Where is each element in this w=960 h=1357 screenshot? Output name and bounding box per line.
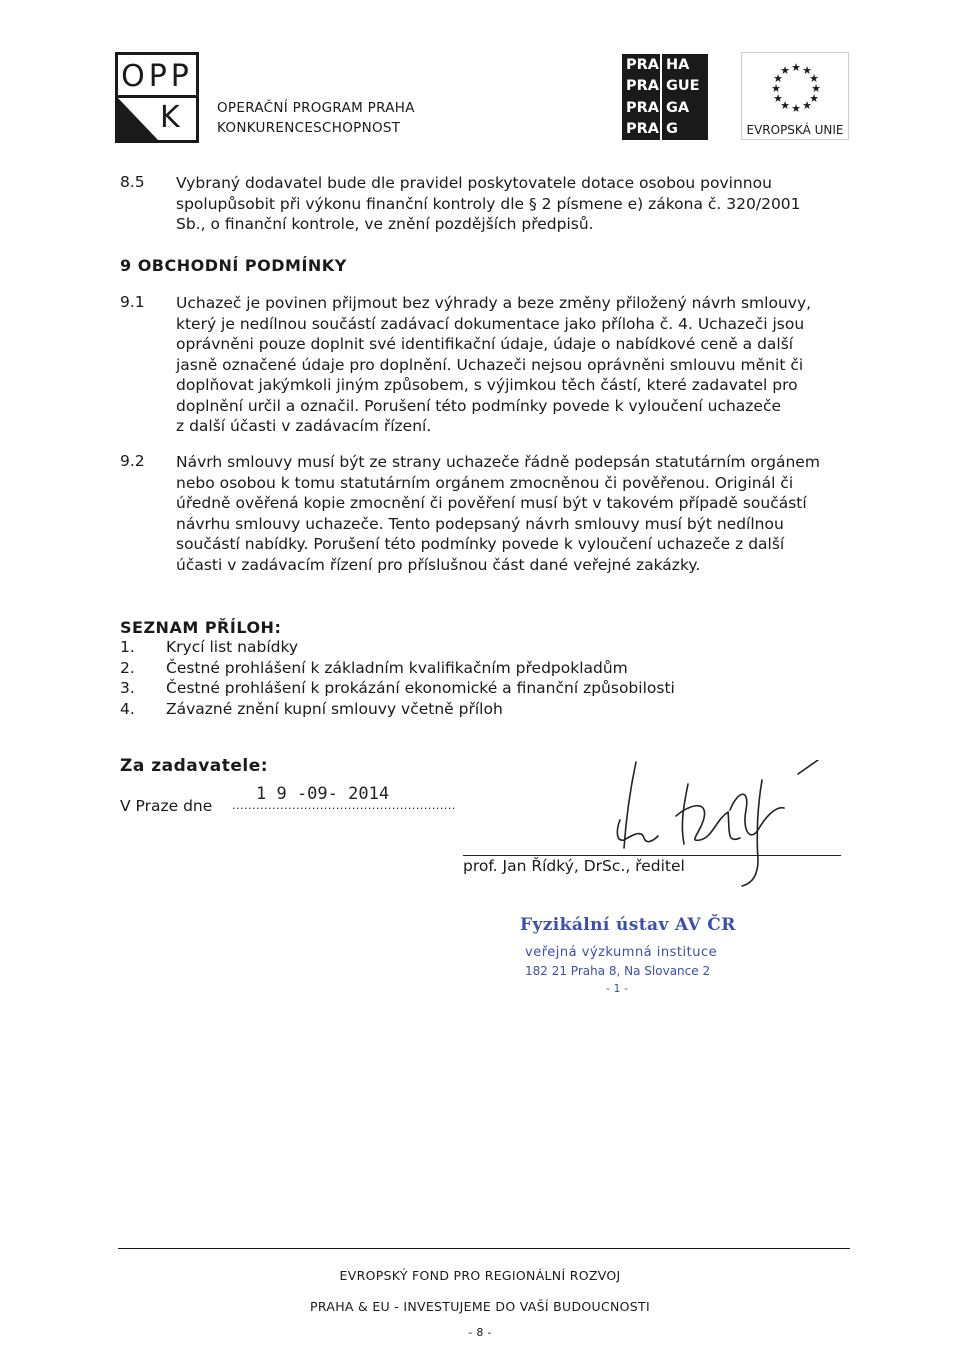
section-8-5-text bbox=[176, 173, 801, 235]
footer-line-1: EVROPSKÝ FOND PRO REGIONÁLNÍ ROZVOJ bbox=[339, 1268, 621, 1283]
text-line: úředně ověřená kopie zmocnění či pověření musí být v takovém případě součástí bbox=[176, 494, 807, 512]
text-line: Vybraný dodavatel bude dle pravidel poskytovatele dotace osobou povinnou bbox=[176, 174, 772, 192]
eu-label: EVROPSKÁ UNIE bbox=[746, 123, 844, 137]
signature-place: V Praze dne bbox=[120, 797, 213, 815]
footer-divider bbox=[118, 1248, 850, 1249]
list-item bbox=[120, 637, 675, 658]
praha-logo bbox=[622, 54, 708, 140]
text-line: oprávněni pouze doplnit své identifikační údaje, údaje o nabídkové ceně a další bbox=[176, 335, 794, 353]
stamp-subtitle: veřejná výzkumná instituce bbox=[525, 945, 718, 960]
text-line: návrhu smlouvy uchazeče. Tento podepsaný návrh smlouvy musí být nedílnou bbox=[176, 514, 784, 533]
praha-logo-cell: PRA bbox=[626, 78, 660, 95]
stamp-title: Fyzikální ústav AV ČR bbox=[520, 915, 736, 935]
opp-logo-letter: K bbox=[160, 100, 180, 135]
section-number: 8.5 bbox=[120, 173, 145, 191]
attachments-title: SEZNAM PŘÍLOH: bbox=[120, 618, 282, 637]
svg-text:★: ★ bbox=[809, 92, 819, 105]
list-text: Závazné znění kupní smlouvy včetně příloh bbox=[166, 699, 503, 718]
list-item bbox=[120, 678, 675, 699]
text-line: součástí nabídky. Porušení této podmínky povede k vyloučení uchazeče z další bbox=[176, 535, 785, 553]
list-text: Čestné prohlášení k základním kvalifikačním předpokladům bbox=[166, 658, 628, 677]
list-text: Krycí list nabídky bbox=[166, 638, 299, 656]
text-line: jasně označené údaje pro doplnění. Uchazeči nejsou oprávněni smlouvu měnit či bbox=[176, 355, 804, 374]
list-item bbox=[120, 658, 675, 679]
text-line: doplňovat jakýmkoli jiným způsobem, s výjimkou těch částí, které zadavatel pro bbox=[176, 376, 798, 394]
svg-text:★: ★ bbox=[802, 99, 812, 112]
praha-logo-cell: PRA bbox=[626, 99, 660, 116]
signatory-name: prof. Jan Řídký, DrSc., ředitel bbox=[463, 857, 685, 875]
section-9-2-text bbox=[176, 452, 820, 575]
list-text: Čestné prohlášení k prokázání ekonomické a finanční způsobilosti bbox=[166, 679, 675, 697]
list-number: 1. bbox=[120, 638, 135, 656]
svg-text:★: ★ bbox=[771, 82, 781, 95]
svg-text:★: ★ bbox=[780, 64, 790, 77]
section-9-1-text bbox=[176, 293, 811, 437]
opp-logo-text: OPP bbox=[121, 58, 193, 94]
text-line: spolupůsobit při výkonu finanční kontroly dle § 2 písmene e) zákona č. 320/2001 bbox=[176, 194, 801, 213]
signature-line bbox=[463, 855, 841, 856]
text-line: z další účasti v zadávacím řízení. bbox=[176, 417, 432, 435]
program-name-line1: OPERAČNÍ PROGRAM PRAHA bbox=[217, 100, 415, 116]
text-line: Uchazeč je povinen přijmout bez výhrady a beze změny přiložený návrh smlouvy, bbox=[176, 294, 812, 312]
praha-logo-cell: G bbox=[660, 119, 708, 141]
list-number: 2. bbox=[120, 658, 135, 677]
date-stamp: 1 9 -09- 2014 bbox=[256, 784, 390, 804]
stamp-page: - 1 - bbox=[606, 982, 628, 995]
program-name-line2: KONKURENCESCHOPNOST bbox=[217, 120, 401, 136]
svg-text:★: ★ bbox=[773, 72, 783, 85]
svg-text:★: ★ bbox=[809, 72, 819, 85]
praha-logo-cell: PRA bbox=[626, 56, 660, 73]
svg-text:★: ★ bbox=[791, 61, 801, 74]
text-line: účasti v zadávacím řízení pro příslušnou část dané veřejné zakázky. bbox=[176, 555, 701, 574]
signature-heading: Za zadavatele: bbox=[120, 756, 269, 776]
text-line: Návrh smlouvy musí být ze strany uchazeče řádně podepsán statutárním orgánem bbox=[176, 453, 820, 471]
program-name bbox=[217, 98, 415, 138]
text-line: nebo osobou k tomu statutárním orgánem zmocněnou či pověřenou. Originál či bbox=[176, 473, 794, 492]
list-item bbox=[120, 699, 675, 720]
list-number: 3. bbox=[120, 679, 135, 697]
svg-text:★: ★ bbox=[780, 99, 790, 112]
text-line: který je nedílnou součástí zadávací dokumentace jako příloha č. 4. Uchazeči jsou bbox=[176, 314, 805, 333]
praha-logo-cell: GUE bbox=[660, 76, 708, 98]
svg-text:★: ★ bbox=[802, 64, 812, 77]
attachments-list bbox=[120, 637, 675, 719]
praha-logo-cell: HA bbox=[660, 54, 708, 76]
list-number: 4. bbox=[120, 699, 135, 718]
svg-text:★: ★ bbox=[791, 102, 801, 115]
praha-logo-cell: PRA bbox=[626, 121, 660, 138]
section-heading: 9 OBCHODNÍ PODMÍNKY bbox=[120, 256, 347, 275]
opp-logo-triangle bbox=[118, 98, 158, 140]
text-line: doplnění určil a označil. Porušení této podmínky povede k vyloučení uchazeče bbox=[176, 396, 782, 415]
text-line: Sb., o finanční kontrole, ve znění pozdějších předpisů. bbox=[176, 215, 594, 233]
section-number: 9.2 bbox=[120, 452, 145, 470]
section-number: 9.1 bbox=[120, 293, 145, 311]
eu-stars-icon bbox=[741, 52, 849, 124]
signature-dots: ........................................................ bbox=[232, 799, 456, 812]
praha-logo-cell: GA bbox=[660, 97, 708, 119]
stamp-address: 182 21 Praha 8, Na Slovance 2 bbox=[525, 964, 711, 978]
footer-page-number: - 8 - bbox=[468, 1326, 492, 1339]
footer-line-2: PRAHA & EU - INVESTUJEME DO VAŠÍ BUDOUCNOSTI bbox=[310, 1299, 650, 1314]
svg-text:★: ★ bbox=[773, 92, 783, 105]
svg-text:★: ★ bbox=[811, 82, 821, 95]
